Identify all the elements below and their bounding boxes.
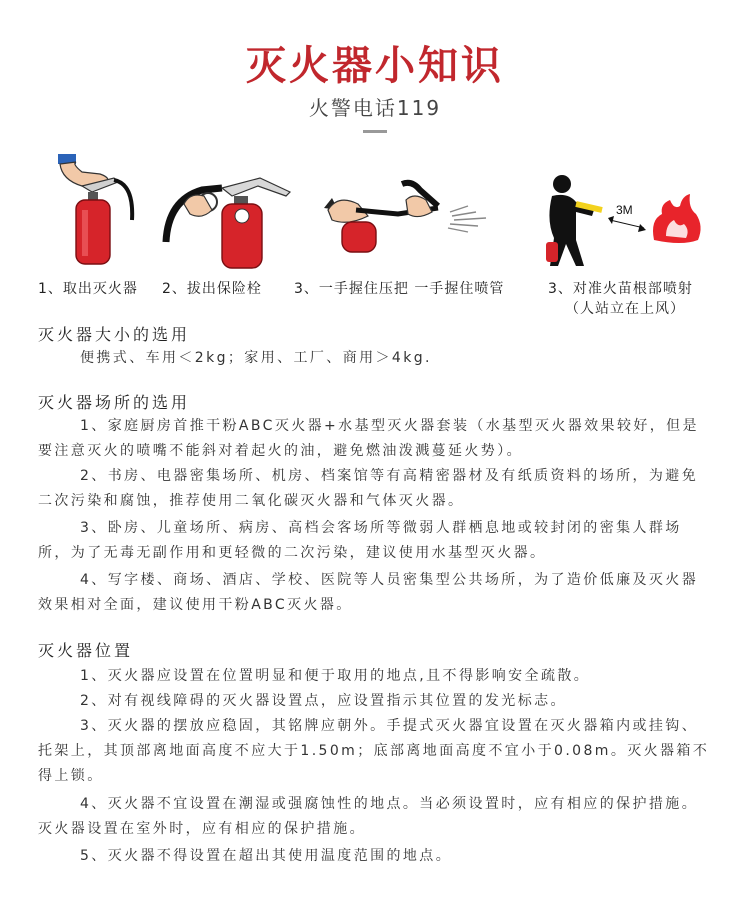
section-position-paragraph-2: 2、对有视线障碍的灭火器设置点，应设置指示其位置的发光标志。 xyxy=(80,693,567,709)
fire-hotline: 火警电话119 xyxy=(308,96,442,120)
step-3-illustration xyxy=(318,150,498,270)
section-position-paragraph-1: 1、灭火器应设置在位置明显和便于取用的地点,且不得影响安全疏散。 xyxy=(80,668,591,684)
step-1-label: 1、取出灭火器 xyxy=(38,281,138,297)
section-venue-heading: 灭火器场所的选用 xyxy=(38,393,191,412)
page-title: 灭火器小知识 xyxy=(246,43,504,89)
section-venue-paragraph-2: 2、书房、电器密集场所、机房、档案馆等有高精密器材及有纸质资料的场所，为避免二次污染和腐蚀，推荐使用二氧化碳灭火器和气体灭火器。 xyxy=(38,468,699,509)
step-3-label: 3、一手握住压把 一手握住喷管 xyxy=(294,281,505,297)
step-4-label: 3、对准火苗根部喷射 xyxy=(548,281,693,297)
distance-label: 3M xyxy=(616,203,633,217)
section-venue-paragraph-4: 4、写字楼、商场、酒店、学校、医院等人员密集型公共场所，为了造价低廉及灭火器效果相对全面，建议使用干粉ABC灭火器。 xyxy=(38,572,699,613)
hand-holding-extinguisher-icon xyxy=(52,150,142,270)
section-venue-paragraph-3: 3、卧房、儿童场所、病房、高档会客场所等微弱人群栖息地或较封闭的密集人群场所，为了无毒无副作用和更轻微的二次污染，建议使用水基型灭火器。 xyxy=(38,520,682,561)
step-4-sublabel: （人站立在上风） xyxy=(565,301,685,317)
person-spraying-fire-icon xyxy=(532,150,708,270)
section-position-paragraph-5: 5、灭火器不得设置在超出其使用温度范围的地点。 xyxy=(80,848,453,864)
section-position-heading: 灭火器位置 xyxy=(38,641,134,660)
step-4-illustration xyxy=(532,150,708,270)
step-1-illustration xyxy=(52,150,142,270)
section-position-paragraph-3: 3、灭火器的摆放应稳固，其铭牌应朝外。手提式灭火器宜设置在灭火器箱内或挂钩、托架上，其顶部离地面高度不应大于1.50m；底部离地面高度不宜小于0.08m。灭火器箱不得上锁。 xyxy=(38,718,710,784)
step-2-label: 2、拔出保险栓 xyxy=(162,281,262,297)
pull-safety-pin-icon xyxy=(162,150,294,270)
step-2-illustration xyxy=(162,150,294,270)
spray-nozzle-icon xyxy=(318,150,498,270)
section-position-paragraph-4: 4、灭火器不宜设置在潮湿或强腐蚀性的地点。当必须设置时，应有相应的保护措施。灭火器设置在室外时，应有相应的保护措施。 xyxy=(38,796,699,837)
section-size-paragraph: 便携式、车用＜2kg；家用、工厂、商用＞4kg. xyxy=(80,350,432,366)
section-size-heading: 灭火器大小的选用 xyxy=(38,325,191,344)
section-venue-paragraph-1: 1、家庭厨房首推干粉ABC灭火器+水基型灭火器套装（水基型灭火器效果较好，但是要注意灭火的喷嘴不能斜对着起火的油，避免燃油泼溅蔓延火势）。 xyxy=(38,418,699,459)
title-divider xyxy=(363,130,387,133)
